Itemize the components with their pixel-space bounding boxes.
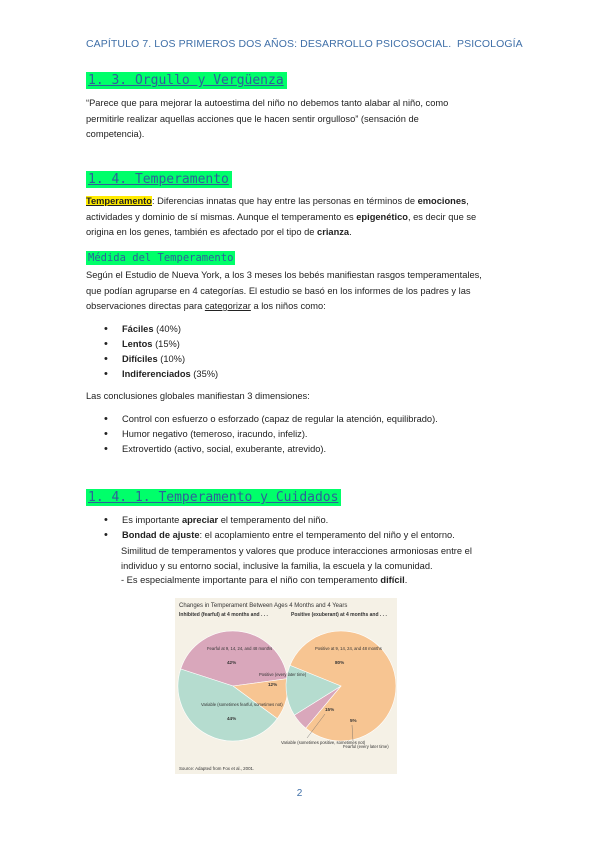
- category-pct: (15%): [152, 339, 180, 349]
- slice-pct: 44%: [227, 716, 237, 721]
- list-item: [104, 352, 404, 367]
- bold-text: crianza: [317, 227, 350, 237]
- slice-pct: 42%: [227, 660, 237, 665]
- quote-line: competencia).: [86, 129, 145, 139]
- detail-line: individuo y su entorno social, inclusive la familia, la escuela y la comunidad.: [121, 560, 433, 571]
- section-title: 1. 4. Temperamento: [86, 171, 232, 188]
- text: Es importante: [122, 515, 182, 525]
- section-heading-temperamento: [86, 170, 232, 188]
- subsection-heading-medida: [86, 248, 235, 266]
- dimension-list: [104, 412, 524, 457]
- list-item: [104, 367, 404, 382]
- slice-label: Variable (sometimes positive, sometimes not): [281, 740, 366, 745]
- text: .: [404, 575, 408, 585]
- bold-text: difícil: [380, 575, 405, 585]
- figure-source: Source: Adapted from Fox et al., 2001.: [179, 766, 255, 771]
- list-item: • Control con esfuerzo o esforzado (capaz de regular la atención, equilibrado).: [104, 412, 524, 427]
- study-line: Según el Estudio de Nueva York, a los 3 meses los bebés manifiestan rasgos temperamentales,: [86, 270, 482, 280]
- bold-text: apreciar: [181, 515, 219, 525]
- list-item: • Extrovertido (activo, social, exuberante, atrevido).: [104, 442, 524, 457]
- slice-label: Positive at 9, 14, 24, and 48 months: [315, 646, 382, 651]
- definition-line: [86, 194, 526, 210]
- study-paragraph: [86, 268, 526, 315]
- slice-pct: 80%: [335, 660, 345, 665]
- goodness-of-fit-detail: [121, 544, 541, 588]
- bold-text: emociones: [417, 196, 467, 206]
- figure-title: Changes in Temperament Between Ages 4 Months and 4 Years: [179, 603, 348, 609]
- text: .: [349, 227, 352, 237]
- slice-label: [207, 646, 272, 651]
- slice-pct: 12%: [268, 682, 278, 687]
- section-title: 1. 4. 1. Temperamento y Cuidados: [86, 489, 341, 506]
- category-name: Difíciles: [122, 354, 158, 364]
- term-highlight: Temperamento: [86, 196, 152, 206]
- text: : Diferencias innatas que hay entre las personas en términos de: [151, 196, 418, 206]
- slice-label: Variable (sometimes fearful, sometimes not): [201, 702, 283, 707]
- detail-line: Similitud de temperamentos y valores que produce interacciones armoniosas entre el: [121, 546, 472, 556]
- text: - Es especialmente importante para el niño con temperamento: [121, 575, 381, 585]
- text: , es decir que se: [407, 211, 477, 222]
- list-item: • Humor negativo (temeroso, iracundo, infeliz).: [104, 427, 524, 442]
- category-pct: (35%): [190, 369, 219, 379]
- page-number: 2: [296, 788, 303, 799]
- section-title: 1. 3. Orgullo y Vergüenza: [86, 72, 287, 89]
- temperament-figure: [175, 598, 397, 774]
- definition-line: [86, 225, 526, 241]
- text: : el acoplamiento entre el temperamento del niño y el entorno.: [199, 530, 455, 540]
- running-header-chapter: CAPÍTULO 7. LOS PRIMEROS DOS AÑOS: DESARROLLO PSICOSOCIAL.: [86, 38, 452, 50]
- slice-label-text: Fearful at 9, 14, 24, and 48 months: [207, 646, 273, 651]
- quote-line: “Parece que para mejorar la autoestima del niño no debemos tanto alabar al niño, como: [86, 98, 449, 108]
- text: origina en los genes, también es afectado por el tipo de: [86, 227, 318, 237]
- study-line: [86, 299, 526, 315]
- list-item: [104, 322, 404, 337]
- category-name: Fáciles: [122, 324, 154, 334]
- definition-paragraph: [86, 194, 526, 241]
- right-heading: Positive (exuberant) at 4 months and . . .: [291, 612, 387, 618]
- category-list: [104, 322, 404, 382]
- quote-line: permitirle realizar aquellas acciones que le hacen sentir orgulloso” (sensación de: [86, 113, 419, 124]
- category-pct: (10%): [157, 354, 186, 364]
- slice-label: Fearful (every later time): [343, 744, 389, 749]
- quote-paragraph: [86, 96, 516, 143]
- category-pct: (40%): [153, 324, 181, 334]
- study-line: que podían agruparse en 4 categorías. El estudio se basó en los informes de los padres y las: [86, 285, 471, 296]
- bold-text: Bondad de ajuste: [122, 530, 200, 540]
- section-heading-orgullo: [86, 71, 287, 89]
- list-item: [104, 528, 524, 543]
- running-header-subject: PSICOLOGÍA: [457, 38, 523, 50]
- left-heading: Inhibited (fearful) at 4 months and . . .: [179, 612, 268, 618]
- temperament-figure-svg: [175, 598, 397, 774]
- definition-line: [86, 210, 526, 226]
- conclusion-text: Las conclusiones globales manifiestan 3 dimensiones:: [86, 391, 310, 401]
- care-list: [104, 513, 524, 543]
- category-name: Indiferenciados: [122, 369, 191, 379]
- subsection-title: Médida del Temperamento: [88, 252, 234, 264]
- text: ,: [466, 196, 469, 206]
- slice-label: Positive (every later time): [259, 672, 307, 677]
- text: actividades y dominio de sí mismas. Aunque el temperamento es: [86, 211, 357, 222]
- bold-text: epigenético: [356, 211, 408, 222]
- list-item: [104, 513, 524, 528]
- text: el temperamento del niño.: [218, 515, 329, 525]
- underlined-text: categorizar: [204, 301, 251, 311]
- detail-line: [121, 573, 541, 588]
- category-name: Lentos: [122, 339, 153, 349]
- section-heading-cuidados: [86, 488, 341, 506]
- list-item: [104, 337, 404, 352]
- text: a los niños como:: [250, 301, 326, 311]
- text: observaciones directas para: [86, 301, 205, 311]
- slice-pct: 15%: [325, 707, 335, 712]
- slice-pct: 5%: [350, 718, 357, 723]
